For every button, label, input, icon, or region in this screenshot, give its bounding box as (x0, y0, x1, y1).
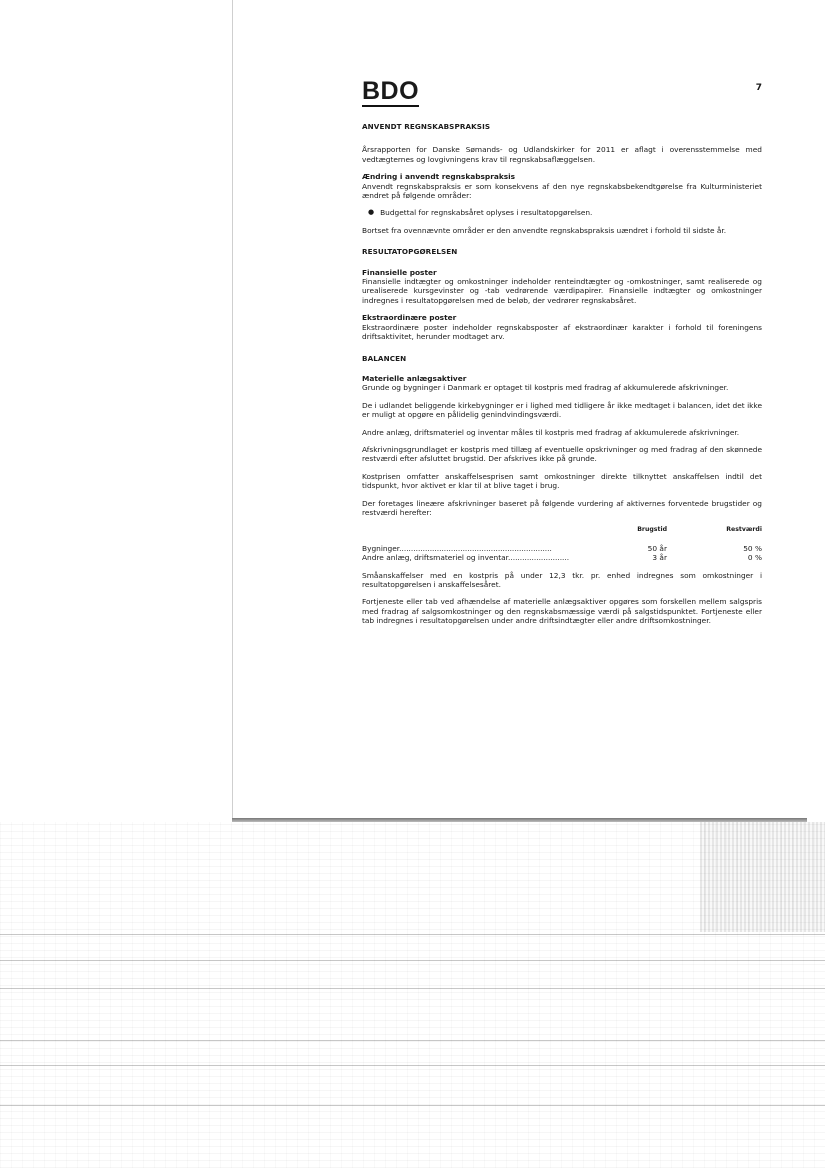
row-label: Bygninger................................................................. (362, 543, 552, 553)
bullet-icon: ● (368, 208, 375, 217)
row-usage: 50 år (647, 543, 667, 553)
balance-paragraph-3: Andre anlæg, driftsmateriel og inventar måles til kostpris med fradrag af akkumulerede afskrivninger. (362, 427, 740, 437)
balance-paragraph-8: Fortjeneste eller tab ved afhændelse af materielle anlægsaktiver opgøres som forskellen mellem salgspris med fradrag af salgsomkostninger og den regnskabsmæssige værdi på salgstidspunktet. Fortjeneste eller tab indregnes i resultatopgørelsen under andre driftsindtægter eller andre driftsomkostninger. (362, 597, 762, 626)
balance-paragraph-7: Småanskaffelser med en kostpris på under 12,3 tkr. pr. enhed indregnes som omkostninger i resultatopgørelsen i anskaffelsesåret. (362, 570, 762, 589)
scan-page-left-edge (232, 0, 233, 820)
scan-band (0, 1065, 825, 1066)
section-heading-balance: BALANCEN (362, 353, 407, 363)
row-label: Andre anlæg, driftsmateriel og inventar.......................... (362, 553, 570, 563)
extraordinary-items-text: Ekstraordinære poster indeholder regnskabsposter af ekstraordinær karakter i forhold til foreningens driftsaktivitet, herunder modtaget arv. (362, 322, 762, 342)
balance-paragraph-4: Afskrivningsgrundlaget er kostpris med tillæg af eventuelle opskrivninger og med fradrag af den skønnede restværdi efter afsluttet brugstid. Der afskrives ikke på grunde. (362, 444, 762, 464)
page-header (362, 78, 762, 112)
policy-change-title: Ændring i anvendt regnskabspraksis (362, 172, 516, 182)
column-header-residual: Restværdi (726, 526, 762, 534)
document-page (362, 78, 762, 634)
bdo-logo: BDO (362, 77, 420, 105)
scan-band (0, 960, 825, 961)
table-row (362, 553, 762, 562)
scan-band (0, 1040, 825, 1041)
financial-items-text: Finansielle indtægter og omkostninger indeholder renteindtægter og -omkostninger, samt realiserede og urealiserede kursgevinster og -tab vedrørende værdipapirer. Finansielle indtægter og omkostninger indregnes i resultatopgørelsen med de beløb, der vedrører regnskabsåret. (362, 277, 762, 305)
tangible-assets-title: Materielle anlægsaktiver (362, 373, 467, 383)
scan-band (0, 988, 825, 989)
depreciation-table (362, 525, 762, 562)
depreciation-table-header (362, 525, 762, 534)
policy-change-text: Anvendt regnskabspraksis er som konsekvens af den nye regnskabsbekendtgørelse fra Kulturministeriet ændret på følgende områder: (362, 181, 762, 201)
page-number: 7 (755, 83, 762, 93)
table-row (362, 544, 762, 553)
extraordinary-items-title: Ekstraordinære poster (362, 313, 457, 323)
policy-bullet (368, 208, 762, 217)
policy-intro: Årsrapporten for Danske Sømands- og Udlandskirker for 2011 er aflagt i overensstemmelse med vedtægternes og lovgivningens krav til regnskabsaflæggelsen. (362, 145, 762, 164)
header-spacer (362, 525, 597, 534)
row-residual: 0 % (747, 553, 762, 563)
policy-bullet-text: Budgettal for regnskabsåret oplyses i resultatopgørelsen. (380, 208, 593, 218)
financial-items-title: Finansielle poster (362, 267, 437, 277)
scan-band (0, 934, 825, 935)
scan-shadow (700, 822, 825, 932)
balance-paragraph-2: De i udlandet beliggende kirkebygninger er i lighed med tidligere år ikke medtaget i balancen, idet det ikke er muligt at opgøre en pålidelig genindvindingsværdi. (362, 400, 762, 420)
scan-band (0, 1105, 825, 1106)
policy-outro: Bortset fra ovennævnte områder er den anvendte regnskabspraksis uændret i forhold til sidste år. (362, 225, 727, 235)
section-heading-policy: ANVENDT REGNSKABSPRAKSIS (362, 122, 491, 131)
row-residual: 50 % (743, 543, 762, 553)
balance-paragraph-1: Grunde og bygninger i Danmark er optaget til kostpris med fradrag af akkumulerede afskrivninger. (362, 383, 729, 393)
row-usage: 3 år (652, 553, 667, 563)
balance-paragraph-5: Kostprisen omfatter anskaffelsesprisen samt omkostninger direkte tilknyttet anskaffelsen indtil det tidspunkt, hvor aktivet er klar til at blive taget i brug. (362, 471, 762, 491)
section-heading-income: RESULTATOPGØRELSEN (362, 247, 458, 257)
column-header-usage: Brugstid (637, 526, 667, 534)
balance-paragraph-6: Der foretages lineære afskrivninger baseret på følgende vurdering af aktivernes forventede brugstider og restværdi herefter: (362, 498, 762, 517)
